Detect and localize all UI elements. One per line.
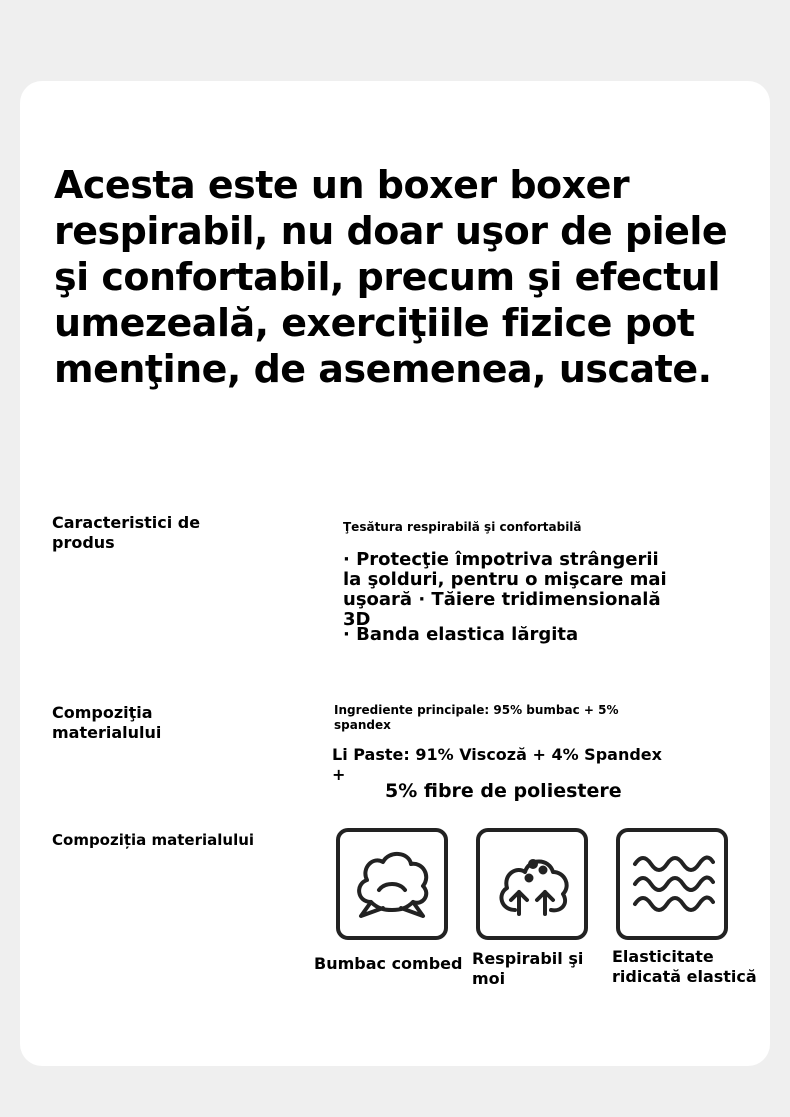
wave-elastic-icon [629,844,715,924]
breathable-icon [489,844,575,924]
caption-breathable: Respirabil şi moi [472,949,584,988]
breathable-icon-box [476,828,588,940]
composition-line-3: 5% fibre de poliestere [385,780,622,802]
wave-elastic-icon-box [616,828,728,940]
features-line-1: Ţesătura respirabilă şi confortabilă [343,520,582,534]
composition-line-1: Ingrediente principale: 95% bumbac + 5% spandex [334,703,619,732]
features-line-3: · Banda elastica lărgita [343,624,579,645]
icons-section-label: Compoziția materialului [52,831,255,849]
headline: Acesta este un boxer boxer respirabil, nu doar uşor de piele şi confortabil, precum şi efectul umezeală, exerciţiile fizice pot menţine, de asemenea, uscate. [54,163,728,391]
cotton-icon [349,844,435,924]
composition-label: Compoziţia materialului [52,703,162,742]
cotton-icon-box [336,828,448,940]
caption-cotton: Bumbac combed [314,954,463,973]
features-label: Caracteristici de produs [52,513,201,552]
caption-elastic: Elasticitate ridicată elastică [612,947,757,986]
features-line-2: · Protecţie împotriva strângerii la şolduri, pentru o mişcare mai uşoară · Tăiere tridimensională 3D [343,549,667,630]
composition-line-2: Li Paste: 91% Viscoză + 4% Spandex + [332,745,662,784]
